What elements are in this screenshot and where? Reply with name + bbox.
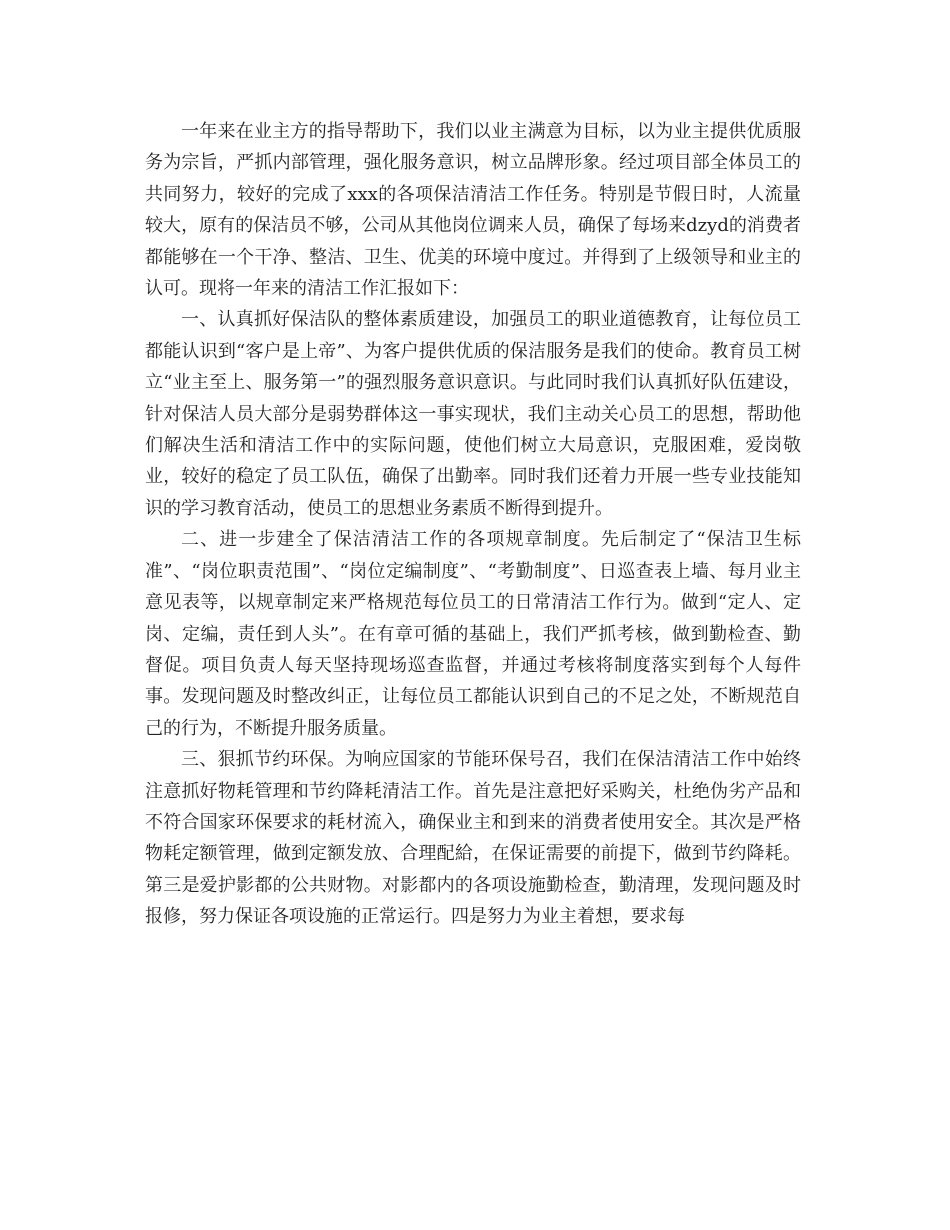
paragraph-section-1: 一、认真抓好保洁队的整体素质建设，加强员工的职业道德教育，让每位员工都能认识到“客户是上帝”、为客户提供优质的保洁服务是我们的使命。教育员工树立“业主至上、服务第一”的强烈服务意识意识。与此同时我们认真抓好队伍建设，针对保洁人员大部分是弱势群体这一事实现状，我们主动关心员工的思想，帮助他们解决生活和清洁工作中的实际问题，使他们树立大局意识，克服困难，爱岗敬业，较好的稳定了员工队伍，确保了出勤率。同时我们还着力开展一些专业技能知识的学习教育活动，使员工的思想业务素质不断得到提升。 [145,309,801,519]
paragraph-section-2: 二、进一步建全了保洁清洁工作的各项规章制度。先后制定了“保洁卫生标准”、“岗位职责范围”、“岗位定编制度”、“考勤制度”、日巡查表上墙、每月业主意见表等，以规章制定来严格规范每位员工的日常清洁工作行为。做到“定人、定岗、定编，责任到人头”。在有章可循的基础上，我们严抓考核，做到勤检查、勤督促。项目负责人每天坚持现场巡查监督，并通过考核将制度落实到每个人每件事。发现问题及时整改纠正，让每位员工都能认识到自己的不足之处，不断规范自己的行为，不断提升服务质量。 [145,529,801,739]
document-body [145,116,801,933]
paragraph-intro: 一年来在业主方的指导帮助下，我们以业主满意为目标，以为业主提供优质服务为宗旨，严抓内部管理，强化服务意识，树立品牌形象。经过项目部全体员工的共同努力，较好的完成了xxx的各项保洁清洁工作任务。特别是节假日时，人流量较大，原有的保洁员不够，公司从其他岗位调来人员，确保了每场来dzyd的消费者都能够在一个干净、整洁、卫生、优美的环境中度过。并得到了上级领导和业主的认可。现将一年来的清洁工作汇报如下： [145,121,801,300]
paragraph-section-3: 三、狠抓节约环保。为响应国家的节能环保号召，我们在保洁清洁工作中始终注意抓好物耗管理和节约降耗清洁工作。首先是注意把好采购关，杜绝伪劣产品和不符合国家环保要求的耗材流入，确保业主和到来的消费者使用安全。其次是严格物耗定额管理，做到定额发放、合理配給，在保证需要的前提下，做到节约降耗。第三是爱护影都的公共财物。对影都内的各项设施勤检查，勤清理，发现问题及时报修，努力保证各项设施的正常运行。四是努力为业主着想，要求每 [145,749,801,928]
